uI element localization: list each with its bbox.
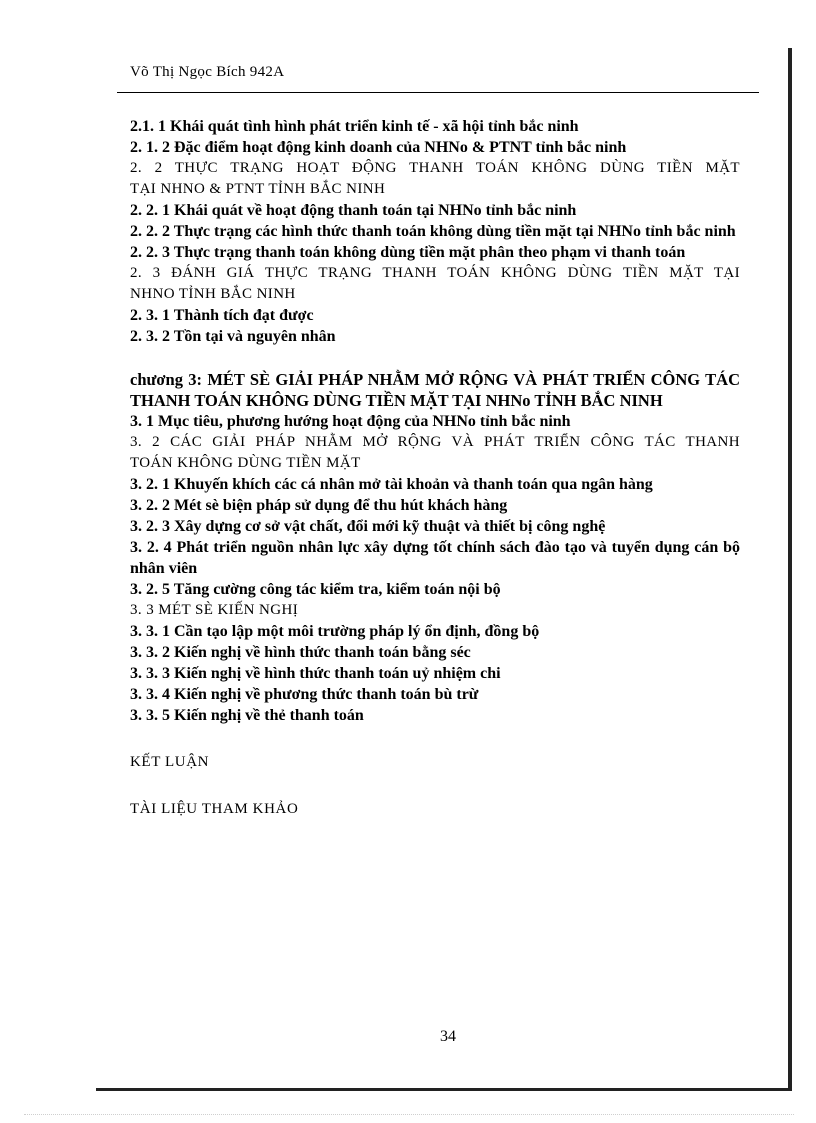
page-shadow-right — [788, 48, 792, 1088]
toc-entry: 3. 2. 3 Xây dựng cơ sở vật chất, đổi mới kỹ thuật và thiết bị công nghệ — [130, 518, 606, 535]
toc-section-heading: 3. 3 MÉT SÈ KIẾN NGHỊ — [130, 602, 299, 618]
page-break-line — [24, 1114, 794, 1115]
toc-chapter-heading: chương 3: MÉT SÈ GIẢI PHÁP NHẰM MỞ RỘNG VÀ PHÁT TRIỂN CÔNG TÁC THANH TOÁN KHÔNG DÙNG TIỀN MẶT TẠI NHNo TỈNH BẮC NINH — [130, 370, 740, 410]
toc-entry: 3. 2. 4 Phát triển nguồn nhân lực xây dựng tốt chính sách đào tạo và tuyển dụng cán bộ nhân viên — [130, 539, 740, 577]
table-of-contents — [130, 116, 740, 820]
spacer — [130, 726, 740, 752]
toc-section-heading: NHNO TỈNH BẮC NINH — [130, 286, 296, 302]
toc-entry: 2. 2. 3 Thực trạng thanh toán không dùng tiền mặt phân theo phạm vi thanh toán — [130, 244, 686, 261]
toc-references: TÀI LIỆU THAM KHẢO — [130, 801, 299, 817]
toc-section-heading: 2. 2 THỰC TRẠNG HOẠT ĐỘNG THANH TOÁN KHÔNG DÙNG TIỀN MẶT — [130, 160, 740, 176]
toc-entry: 3. 3. 3 Kiến nghị về hình thức thanh toán uỷ nhiệm chi — [130, 665, 501, 682]
spacer — [130, 347, 740, 369]
toc-section-heading: TOÁN KHÔNG DÙNG TIỀN MẶT — [130, 455, 361, 471]
toc-entry: 3. 1 Mục tiêu, phương hướng hoạt động của NHNo tỉnh bắc ninh — [130, 413, 571, 430]
toc-entry: 3. 3. 2 Kiến nghị về hình thức thanh toán bằng séc — [130, 644, 471, 661]
page-number: 34 — [440, 1028, 456, 1045]
page-shadow-bottom — [96, 1088, 792, 1091]
toc-entry: 2. 1. 2 Đặc điểm hoạt động kinh doanh của NHNo & PTNT tỉnh bắc ninh — [130, 139, 627, 156]
toc-section-heading: TẠI NHNO & PTNT TỈNH BẮC NINH — [130, 181, 386, 197]
toc-entry: 3. 2. 1 Khuyến khích các cá nhân mở tài khoản và thanh toán qua ngân hàng — [130, 476, 653, 493]
toc-entry: 2. 3. 1 Thành tích đạt được — [130, 307, 314, 324]
toc-entry: 2. 2. 1 Khái quát về hoạt động thanh toán tại NHNo tỉnh bắc ninh — [130, 202, 577, 219]
running-header: Võ Thị Ngọc Bích 942A — [130, 64, 285, 80]
toc-entry: 2. 3. 2 Tồn tại và nguyên nhân — [130, 328, 336, 345]
spacer — [130, 773, 740, 799]
toc-entry: 2.1. 1 Khái quát tình hình phát triển kinh tế - xã hội tỉnh bắc ninh — [130, 118, 579, 135]
toc-entry: 3. 2. 2 Mét sè biện pháp sử dụng để thu hút khách hàng — [130, 497, 508, 514]
toc-entry: 3. 3. 4 Kiến nghị về phương thức thanh toán bù trừ — [130, 686, 479, 703]
toc-entry: 3. 3. 5 Kiến nghị về thẻ thanh toán — [130, 707, 364, 724]
toc-section-heading: 2. 3 ĐÁNH GIÁ THỰC TRẠNG THANH TOÁN KHÔNG DÙNG TIỀN MẶT TẠI — [130, 265, 740, 281]
toc-entry: 2. 2. 2 Thực trạng các hình thức thanh toán không dùng tiền mặt tại NHNo tỉnh bắc ninh — [130, 223, 736, 240]
toc-section-heading: 3. 2 CÁC GIẢI PHÁP NHẰM MỞ RỘNG VÀ PHÁT TRIỂN CÔNG TÁC THANH — [130, 434, 740, 450]
header-rule — [117, 92, 759, 93]
toc-entry: 3. 2. 5 Tăng cường công tác kiểm tra, kiểm toán nội bộ — [130, 581, 501, 598]
toc-entry: 3. 3. 1 Cần tạo lập một môi trường pháp lý ổn định, đồng bộ — [130, 623, 540, 640]
toc-conclusion: KẾT LUẬN — [130, 754, 210, 770]
